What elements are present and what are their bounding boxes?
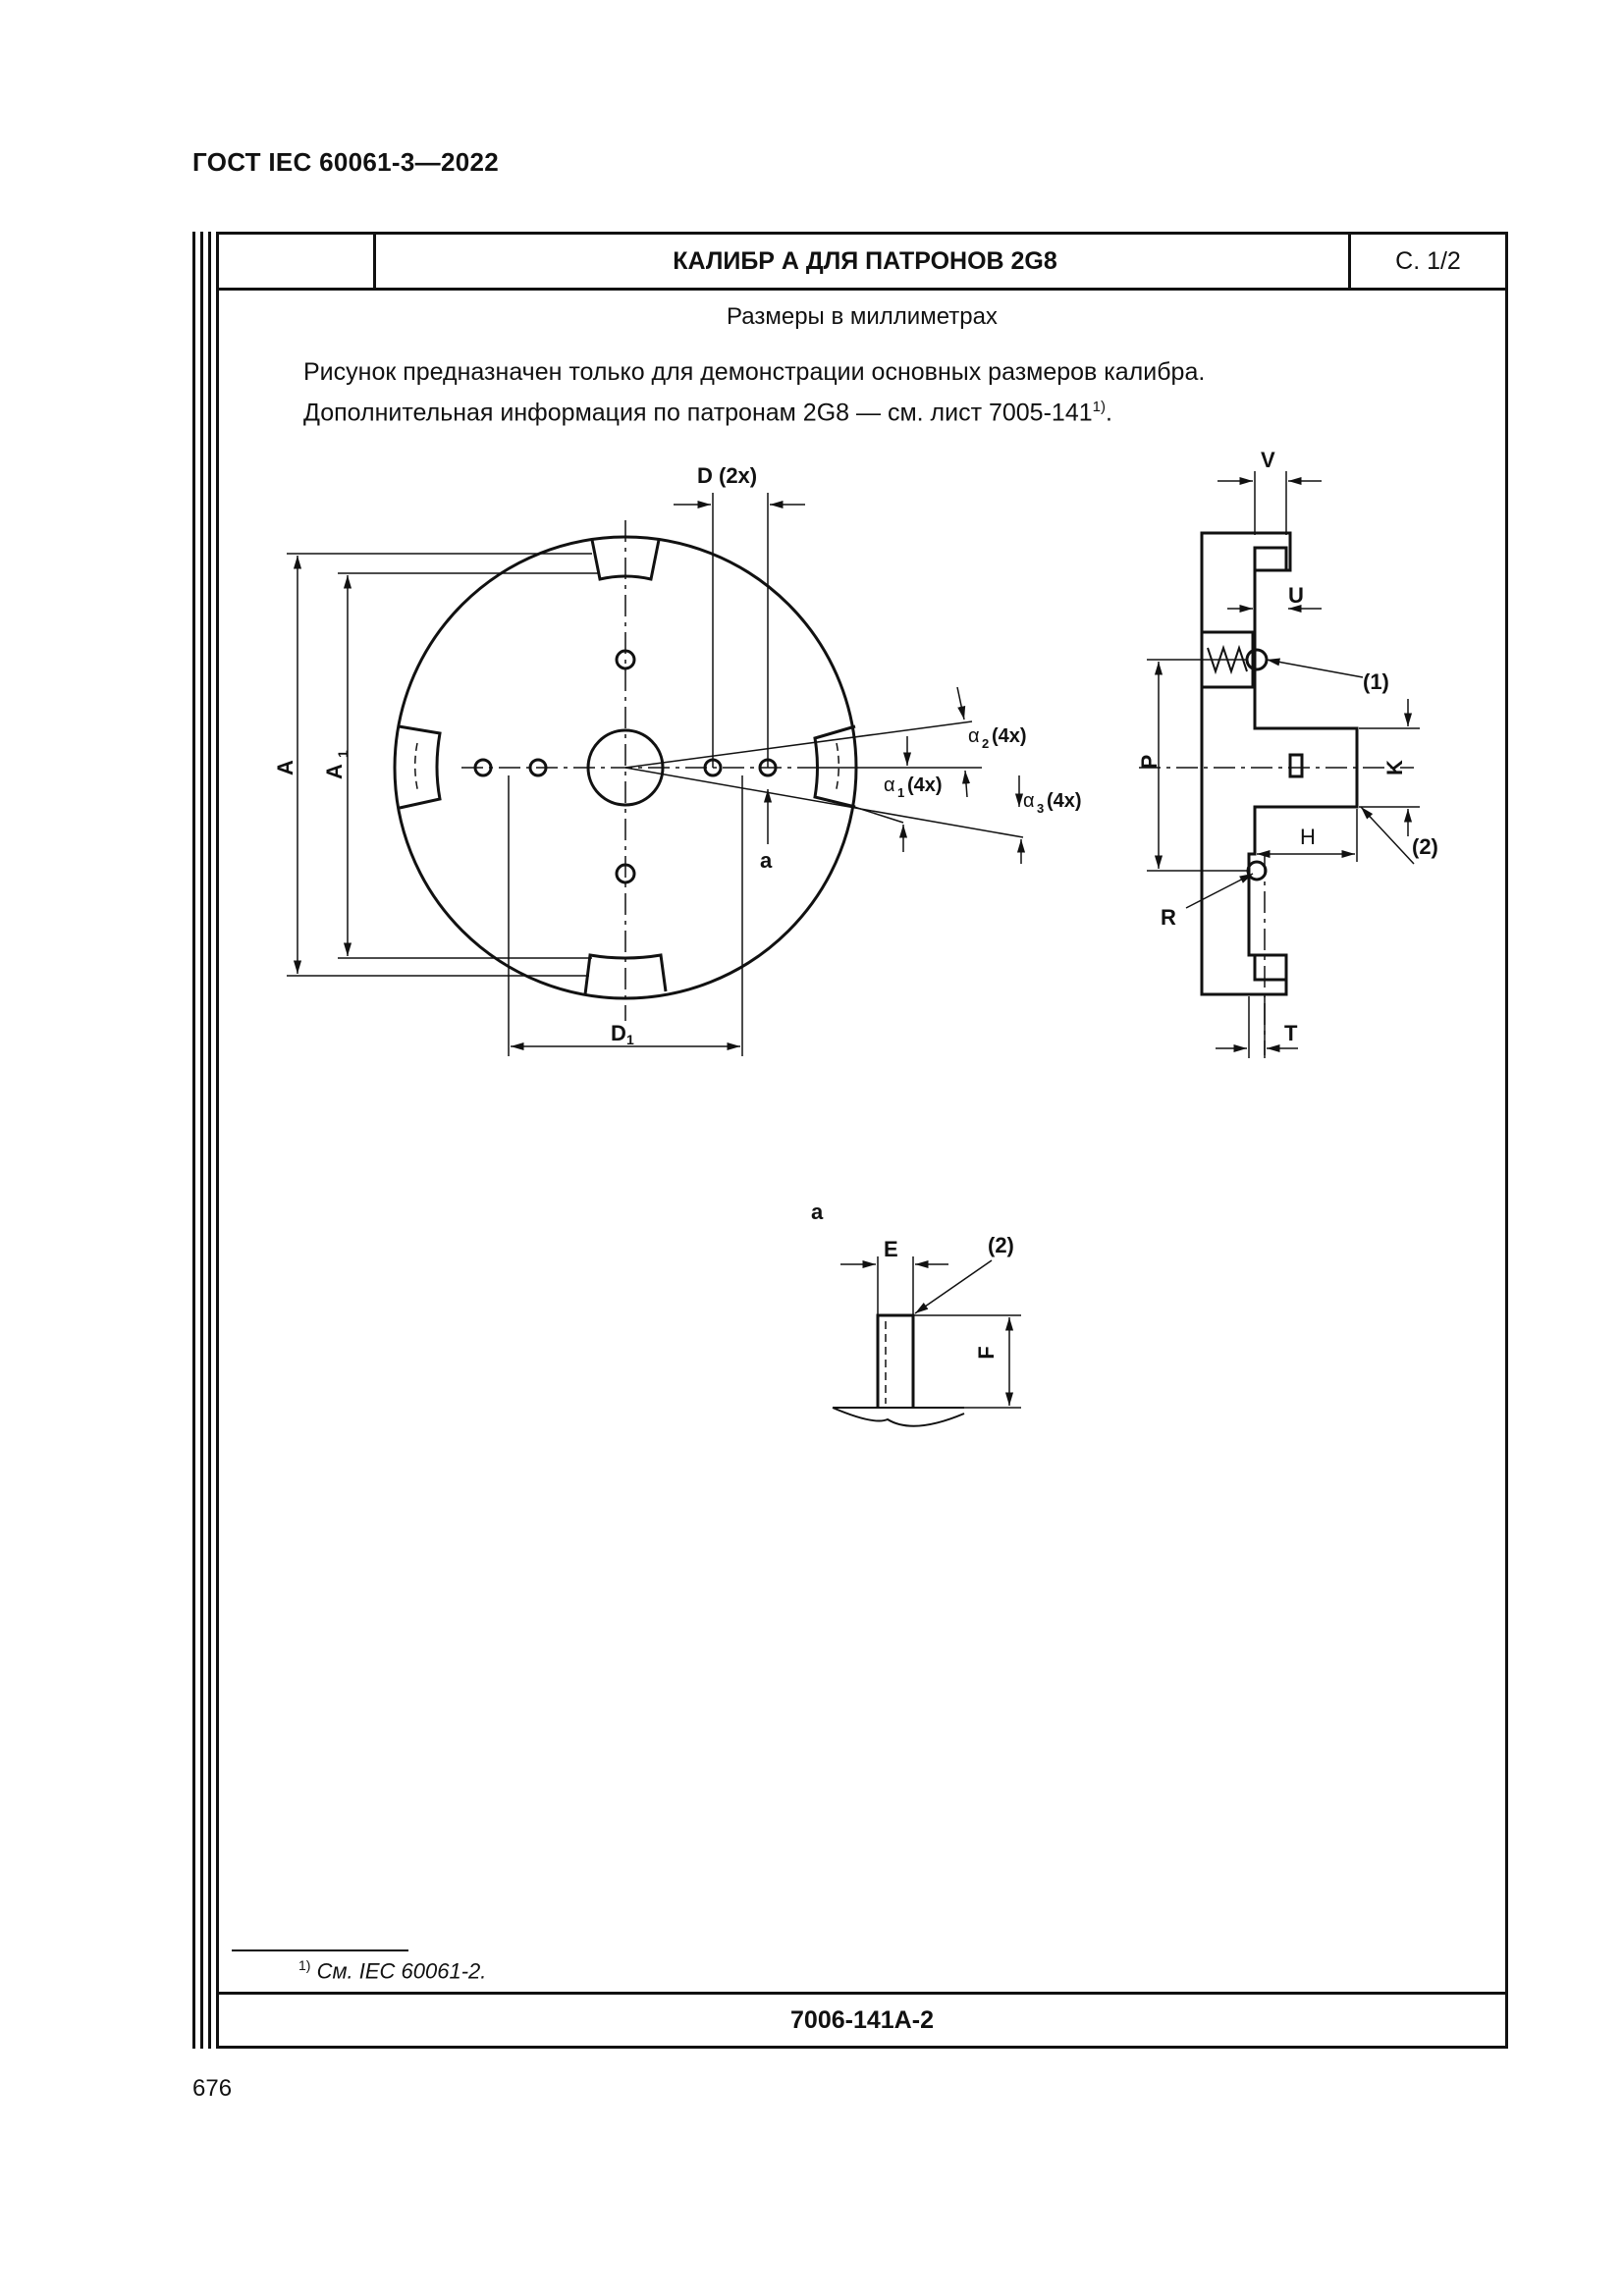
sheet-page: С. 1/2: [1348, 235, 1505, 288]
note-footnote-ref: 1): [1092, 399, 1106, 415]
pin-face: [1290, 755, 1302, 776]
label-a: a: [760, 848, 773, 873]
detail-view: [833, 1256, 1021, 1426]
alpha-ray-upper: [625, 721, 972, 768]
label-A1: [322, 750, 351, 779]
alpha2-arrow-bot: [965, 771, 967, 797]
label-D1-sub: 1: [626, 1032, 634, 1047]
detail-callout2-leader: [915, 1260, 992, 1313]
label-D2x: D (2x): [697, 463, 758, 488]
label-U: U: [1288, 583, 1304, 608]
label-callout2: (2): [1412, 834, 1438, 859]
label-alpha2: α: [968, 725, 980, 747]
units-note: Размеры в миллиметрах: [727, 303, 998, 330]
label-alpha1-mult: (4x): [907, 774, 943, 796]
label-R: R: [1161, 905, 1176, 930]
label-alpha2-sub: 2: [982, 736, 990, 751]
label-alpha1: α: [884, 774, 895, 796]
sheet-number: 7006-141A-2: [219, 1992, 1505, 2046]
side-slot-top: [1255, 548, 1286, 570]
label-alpha3-mult: (4x): [1047, 790, 1082, 812]
label-D1: D: [611, 1021, 626, 1045]
label-E: E: [884, 1237, 898, 1261]
label-alpha3: α: [1023, 790, 1035, 812]
R-leader: [1186, 874, 1253, 908]
svg-text:1: 1: [335, 750, 351, 758]
detail-base: [833, 1408, 964, 1426]
detail-pin: [878, 1315, 913, 1408]
standard-header: ГОСТ IEC 60061-3—2022: [192, 147, 499, 177]
alpha-ray-lower: [625, 768, 1023, 837]
callout2-leader: [1361, 807, 1414, 864]
label-callout1: (1): [1363, 669, 1389, 694]
alpha2-arrow-top: [957, 687, 964, 720]
footnote-rule: [232, 1949, 408, 1951]
slot-left: [399, 726, 440, 808]
note-end: .: [1105, 399, 1112, 427]
label-alpha3-sub: 3: [1037, 801, 1045, 816]
label-T: T: [1284, 1021, 1298, 1045]
note-line-2-text: Дополнительная информация по патронам 2G8 — см. лист 7005-141: [303, 399, 1093, 427]
callout1-leader: [1267, 660, 1363, 677]
side-slot-bottom: [1255, 955, 1286, 980]
label-H: H: [1300, 825, 1316, 849]
footnote: [298, 1957, 486, 1984]
label-detail-a: a: [811, 1200, 824, 1224]
label-F: F: [974, 1346, 999, 1360]
slot-left-inner: [415, 743, 418, 793]
side-profile: [1202, 533, 1357, 994]
svg-text:A: A: [322, 764, 347, 779]
page-number: 676: [192, 2075, 233, 2102]
side-view: [1139, 471, 1420, 1058]
footnote-text: См. IEC 60061-2.: [316, 1958, 487, 1984]
label-P: P: [1137, 754, 1162, 770]
ball-bottom: [1248, 862, 1266, 880]
label-alpha1-sub: 1: [897, 785, 905, 800]
label-A: A: [273, 760, 298, 775]
note-line-1: Рисунок предназначен только для демонстрации основных размеров калибра.: [303, 358, 1206, 386]
label-K: K: [1382, 760, 1407, 775]
sheet-title: КАЛИБР А ДЛЯ ПАТРОНОВ 2G8: [673, 246, 1057, 275]
label-V: V: [1261, 448, 1275, 472]
label-detail-callout2: (2): [988, 1233, 1014, 1257]
label-alpha2-mult: (4x): [992, 725, 1027, 747]
footnote-ref: 1): [298, 1957, 311, 1973]
ball-top: [1247, 650, 1267, 669]
